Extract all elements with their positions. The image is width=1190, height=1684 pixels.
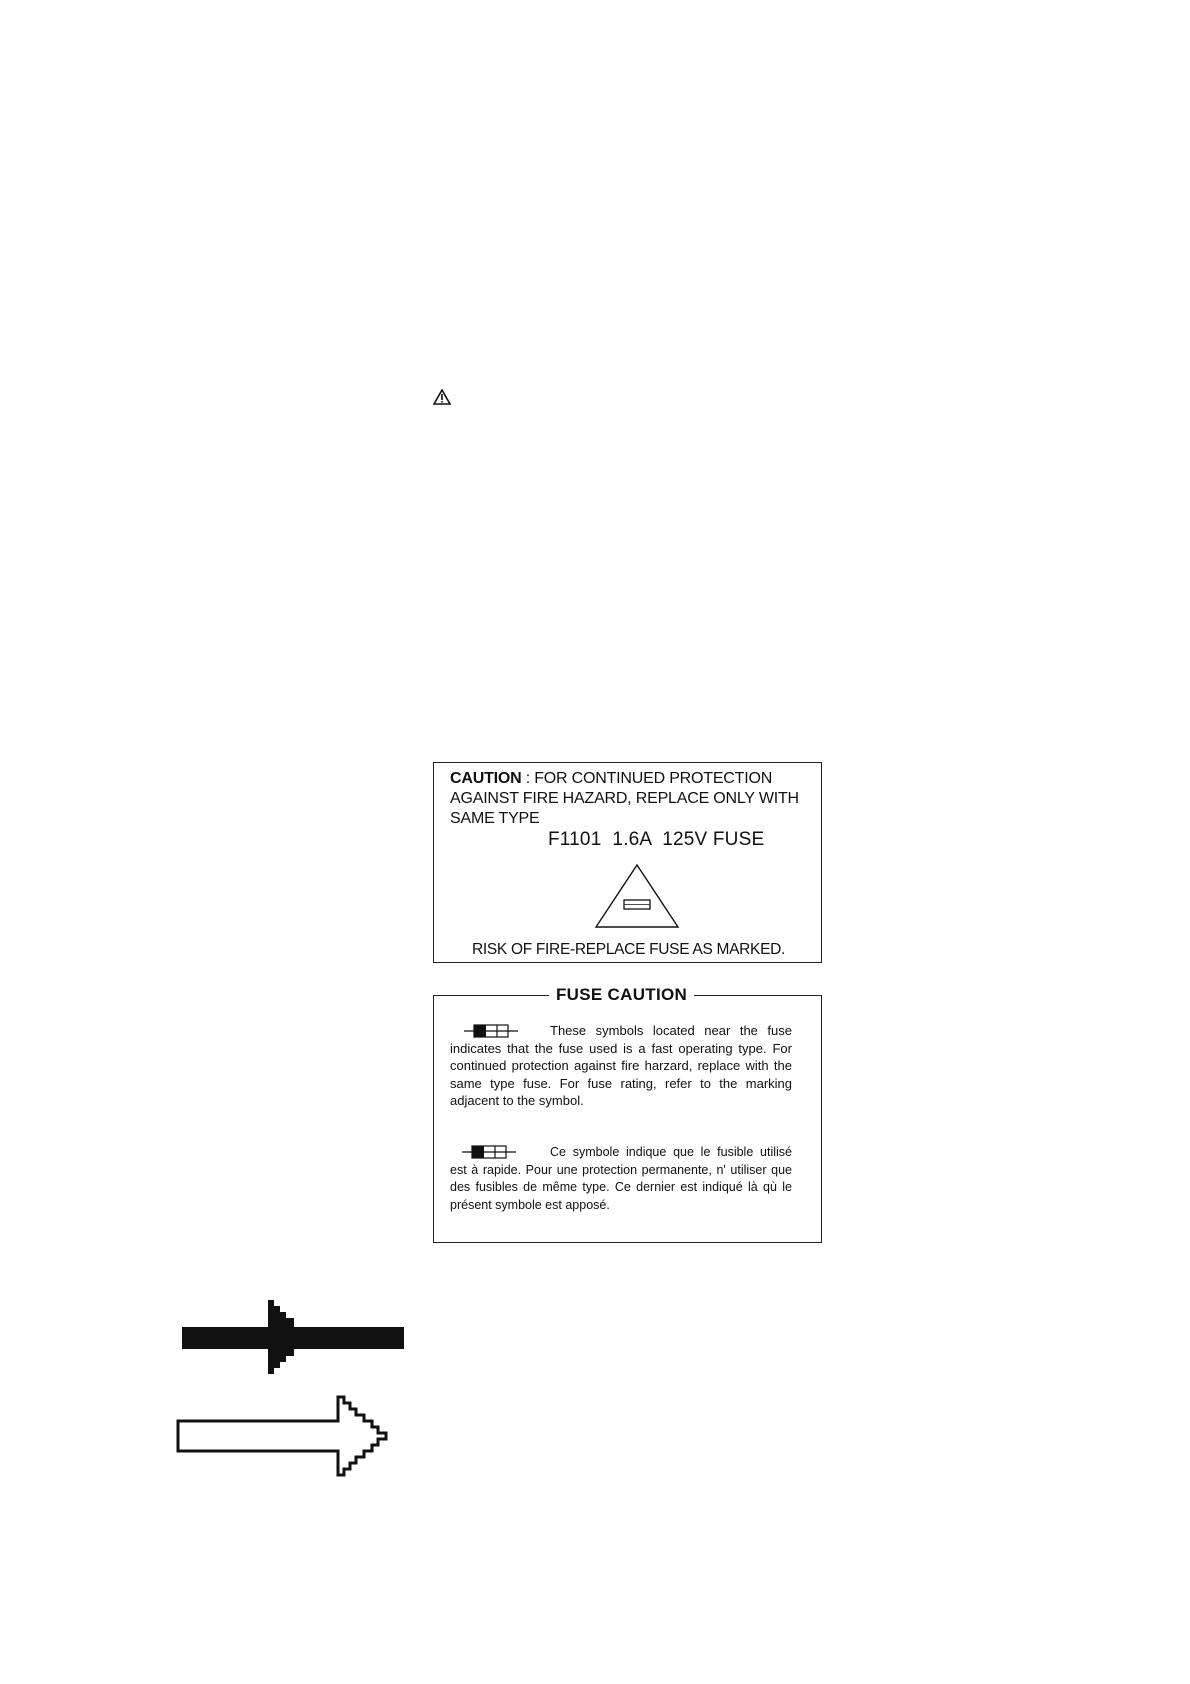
fuse-caution-panel xyxy=(433,985,822,1243)
caution-message: : FOR CONTINUED PROTECTION AGAINST FIRE HAZARD, REPLACE ONLY WITH SAME TYPE xyxy=(450,770,799,827)
caution-word: CAUTION xyxy=(450,770,522,787)
fuse-caution-english: These symbols located near the fuse indicates that the fuse used is a fast operating type. For continued protection against fire harzard, replace with the same type fuse. For fuse rating, refer to the marking adjacent to the symbol. xyxy=(450,1023,792,1108)
solid-arrow-icon xyxy=(182,1300,404,1374)
risk-text: RISK OF FIRE-REPLACE FUSE AS MARKED. xyxy=(471,941,786,958)
fuse-hazard-triangle-icon xyxy=(594,863,680,929)
fuse-spec: F1101 1.6A 125V FUSE xyxy=(548,829,765,850)
caution-label xyxy=(433,762,822,963)
outline-arrow-icon xyxy=(176,1395,406,1477)
fuse-caution-title: FUSE CAUTION xyxy=(549,985,694,1005)
fuse-caution-french: Ce symbole indique que le fusible utilisé est à rapide. Pour une protection permanente, n' utiliser que des fusibles de même type. Ce dernier est indiqué là qù le présent symbole est apposé. xyxy=(450,1145,792,1212)
warning-triangle-icon xyxy=(433,389,451,405)
caution-text xyxy=(450,769,816,829)
